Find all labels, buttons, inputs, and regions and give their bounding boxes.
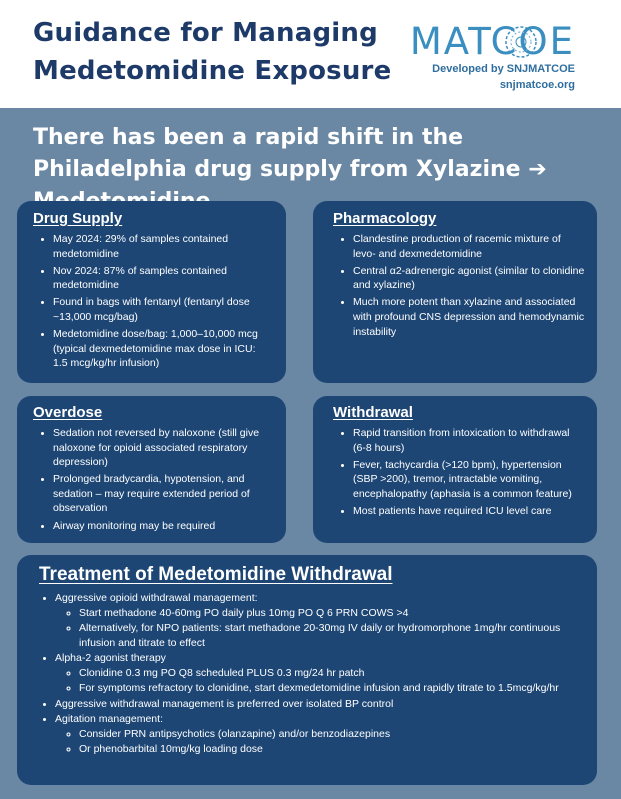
list-item: • Found in bags with fentanyl (fentanyl dose ~13,000 mcg/bag)	[53, 295, 272, 324]
sub-list-item: ◦ For symptoms refractory to clonidine, start dexmedetomidine infusion and rapidly titrate to 1.5mcg/kg/hr	[79, 681, 583, 696]
developed-by-text: Developed by SNJMATCOE	[432, 63, 575, 75]
title-line-2: Medetomidine Exposure	[33, 56, 392, 86]
withdrawal-card	[313, 396, 597, 543]
list-item: • Sedation not reversed by naloxone (still give naloxone for opioid associated respiratory depression)	[53, 426, 274, 470]
pharmacology-list	[333, 232, 585, 339]
drug-supply-card	[17, 201, 286, 383]
website-text: snjmatcoe.org	[499, 79, 575, 91]
sub-list-item: ◦ Start methadone 40-60mg PO daily plus 10mg PO Q 6 PRN COWS >4	[79, 606, 583, 621]
list-item: • May 2024: 29% of samples contained medetomidine	[53, 232, 272, 261]
sub-list	[55, 727, 583, 757]
pharmacology-card	[313, 201, 597, 383]
page-title	[33, 14, 391, 90]
list-item: • Prolonged bradycardia, hypotension, and sedation – may require extended period of observation	[53, 472, 274, 516]
overdose-title: Overdose	[33, 404, 103, 421]
withdrawal-title: Withdrawal	[333, 404, 413, 421]
item-text: Alpha-2 agonist therapy	[55, 652, 166, 665]
overdose-list	[33, 426, 274, 533]
item-text: Aggressive opioid withdrawal management:	[55, 592, 258, 604]
list-item: • Airway monitoring may be required	[53, 519, 274, 534]
treatment-card	[17, 555, 597, 785]
list-item	[55, 591, 583, 651]
list-item: • Medetomidine dose/bag: 1,000–10,000 mcg (typical dexmedetomidine max dose in ICU: 1.5 mcg/kg/hr infusion)	[53, 327, 272, 371]
list-item: • Nov 2024: 87% of samples contained medetomidine	[53, 264, 272, 293]
sub-list-item: ◦ Clonidine 0.3 mg PO Q8 scheduled PLUS 0.3 mg/24 hr patch	[79, 666, 583, 681]
list-item	[55, 712, 583, 757]
header-banner	[0, 0, 621, 108]
sub-list-item: ◦ Or phenobarbital 10mg/kg loading dose	[79, 742, 583, 757]
list-item: • Fever, tachycardia (>120 bpm), hypertension (SBP >200), tremor, intractable vomiting, encephalopathy (aphasia is a common feature)	[353, 458, 585, 502]
drug-supply-list	[33, 232, 272, 371]
sub-list-item: ◦ Alternatively, for NPO patients: start methadone 20-30mg IV daily or hydromorphone 1mg/hr continuous infusion and titrate to effect	[79, 621, 583, 651]
pharmacology-title: Pharmacology	[333, 210, 437, 227]
logo-ring-icon	[503, 24, 539, 60]
list-item: • Clandestine production of racemic mixture of levo- and dexmedetomidine	[353, 232, 585, 261]
item-text: Agitation management:	[55, 712, 163, 725]
treatment-title: Treatment of Medetomidine Withdrawal	[39, 564, 393, 585]
list-item: • Central α2-adrenergic agonist (similar to clonidine and xylazine)	[353, 264, 585, 293]
list-item: • Aggressive withdrawal management is preferred over isolated BP control	[55, 697, 583, 712]
sub-list-item: ◦ Consider PRN antipsychotics (olanzapine) and/or benzodiazepines	[79, 727, 583, 742]
list-item: • Much more potent than xylazine and associated with profound CNS depression and hemodynamic instability	[353, 295, 585, 339]
headline: There has been a rapid shift in the Philadelphia drug supply from Xylazine ➔	[33, 125, 547, 182]
sub-list	[55, 666, 583, 696]
withdrawal-list	[333, 426, 585, 519]
list-item	[55, 651, 583, 696]
logo-text: MATCOE	[409, 20, 575, 63]
overdose-card	[17, 396, 286, 543]
treatment-list	[37, 591, 583, 757]
drug-supply-title: Drug Supply	[33, 210, 123, 227]
title-line-1: Guidance for Managing	[33, 18, 378, 48]
list-item: • Most patients have required ICU level care	[353, 504, 585, 519]
list-item: • Rapid transition from intoxication to withdrawal (6-8 hours)	[353, 426, 585, 455]
matcoe-logo	[395, 22, 575, 96]
sub-list	[55, 606, 583, 651]
